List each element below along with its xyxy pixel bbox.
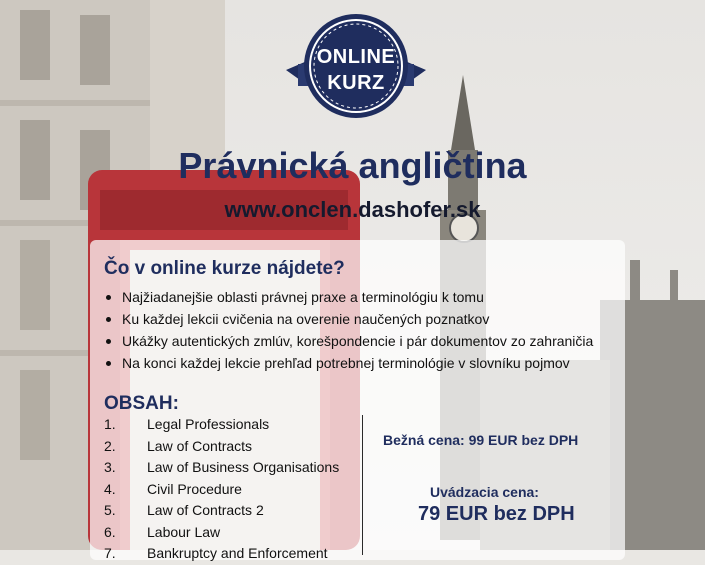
feature-item: Na konci každej lekcie prehľad potrebnej terminológie v slovníku pojmov [104,352,593,374]
contents-item: 6. Labour Law [104,523,221,540]
feature-item: Najžiadanejšie oblasti právnej praxe a terminológiu k tomu [104,286,593,308]
intro-price-label: Uvádzacia cena: [430,484,539,500]
feature-item: Ku každej lekcii cvičenia na overenie naučených poznatkov [104,308,593,330]
website-url[interactable]: www.onclen.dashofer.sk [224,197,481,222]
contents-item: 7. Bankruptcy and Enforcement [104,545,328,561]
features-heading: Čo v online kurze nájdete? [104,258,345,279]
contents-item: 2. Law of Contracts [104,437,253,454]
contents-item: 1. Legal Professionals [104,416,270,432]
feature-item: Ukážky autentických zmlúv, korešpondencie i pár dokumentov zo zahraničia [104,330,593,352]
page-title: Právnická angličtina [178,145,527,186]
contents-heading: OBSAH: [104,393,179,414]
badge-line-2: KURZ [327,72,385,94]
contents-item: 3. Law of Business Organisations [104,459,340,475]
regular-price: Bežná cena: 99 EUR bez DPH [383,432,579,448]
badge-line-1: ONLINE [316,46,396,68]
online-course-badge [276,10,436,120]
features-list [104,286,593,374]
intro-price: 79 EUR bez DPH [418,503,575,525]
divider [362,415,363,555]
contents-item: 4. Civil Procedure [104,480,242,497]
contents-list [104,414,339,565]
contents-item: 5. Law of Contracts 2 [104,502,264,518]
